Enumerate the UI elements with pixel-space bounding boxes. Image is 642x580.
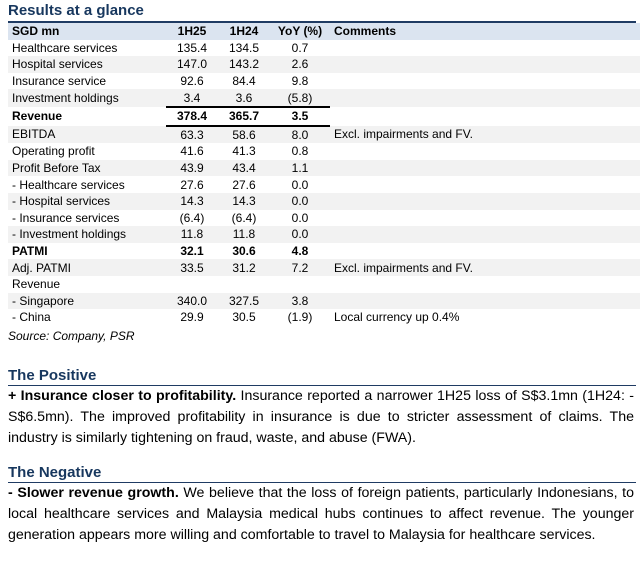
- row-comment: Local currency up 0.4%: [334, 310, 460, 325]
- results-table: [8, 23, 640, 326]
- row-yoy: 0.7: [291, 40, 309, 55]
- row-1h25: 27.6: [180, 177, 204, 192]
- row-comment: [330, 107, 640, 126]
- row-yoy: 3.8: [291, 293, 309, 308]
- row-label: Investment holdings: [12, 91, 119, 106]
- row-1h25: 43.9: [180, 161, 204, 176]
- row-1h25: 340.0: [176, 293, 208, 308]
- row-comment: [330, 56, 640, 73]
- table-row: [8, 193, 640, 210]
- row-label: - Investment holdings: [12, 227, 127, 242]
- row-yoy: 2.6: [291, 57, 309, 72]
- row-label: - Hospital services: [12, 194, 111, 209]
- row-comment: [330, 40, 640, 57]
- row-1h25: 3.4: [183, 90, 201, 105]
- row-label: EBITDA: [12, 127, 56, 142]
- row-1h24: [218, 276, 270, 293]
- row-1h25: 147.0: [176, 57, 208, 72]
- row-label: Hospital services: [12, 57, 103, 72]
- header-yoy: YoY (%): [277, 24, 323, 39]
- row-yoy: 8.0: [291, 127, 309, 142]
- row-label: Healthcare services: [12, 40, 118, 55]
- negative-title: The Negative: [8, 464, 102, 481]
- row-comment: [330, 89, 640, 107]
- row-comment: [330, 193, 640, 210]
- row-1h25: 135.4: [176, 40, 208, 55]
- row-label: Revenue: [12, 277, 61, 292]
- table-row: [8, 210, 640, 227]
- header-1h24: 1H24: [229, 24, 259, 39]
- negative-lead: - Slower revenue growth.: [8, 485, 179, 501]
- results-title: Results at a glance: [8, 2, 144, 19]
- row-label: - Singapore: [12, 293, 75, 308]
- row-1h24: 84.4: [232, 74, 256, 89]
- table-row: [8, 73, 640, 90]
- row-label: Operating profit: [12, 144, 95, 159]
- row-comment: [330, 226, 640, 243]
- row-label: Profit Before Tax: [12, 161, 101, 176]
- row-1h24: 11.8: [232, 227, 256, 242]
- row-1h25: 11.8: [180, 227, 204, 242]
- row-1h24: 365.7: [218, 107, 270, 126]
- row-1h25: 41.6: [180, 144, 204, 159]
- row-1h24: 14.3: [232, 194, 256, 209]
- row-1h24: 58.6: [232, 127, 256, 142]
- row-1h24: 134.5: [228, 40, 260, 55]
- row-yoy: (1.9): [287, 310, 313, 325]
- table-row: [8, 309, 640, 326]
- row-yoy: 9.8: [291, 74, 309, 89]
- negative-paragraph: [8, 483, 634, 546]
- row-1h25: 92.6: [180, 74, 204, 89]
- row-comment: [330, 160, 640, 177]
- source-note: Source: Company, PSR: [8, 329, 135, 343]
- header-1h25: 1H25: [177, 24, 207, 39]
- row-label: - Healthcare services: [12, 177, 125, 192]
- table-row: [8, 176, 640, 193]
- row-yoy: 0.0: [291, 227, 309, 242]
- row-comment: [330, 176, 640, 193]
- row-comment: Excl. impairments and FV.: [334, 260, 473, 275]
- row-1h24: 27.6: [232, 177, 256, 192]
- row-1h25: 29.9: [180, 310, 204, 325]
- header-comments: Comments: [334, 24, 397, 39]
- row-label: PATMI: [12, 244, 48, 259]
- row-1h24: 41.3: [232, 144, 256, 159]
- row-1h25: 32.1: [180, 244, 204, 259]
- table-row: [8, 259, 640, 276]
- positive-body: Insurance reported a narrower 1H25 loss of S$3.1mn (1H24: -S$6.5mn). The improved profitability in insurance is due to stricter assessment of claims. The industry is similarly tightening on fraud, waste, and abuse (FWA).: [8, 388, 634, 446]
- table-row: [8, 160, 640, 177]
- table-row: [8, 89, 640, 107]
- row-1h24: 143.2: [228, 57, 260, 72]
- positive-title: The Positive: [8, 367, 97, 384]
- positive-paragraph: [8, 386, 634, 449]
- row-1h25: 378.4: [166, 107, 218, 126]
- table-row: [8, 56, 640, 73]
- table-row: [8, 126, 640, 144]
- row-label: Adj. PATMI: [12, 260, 71, 275]
- row-1h25: 33.5: [180, 260, 204, 275]
- table-row: [8, 226, 640, 243]
- row-yoy: 0.8: [291, 144, 309, 159]
- row-yoy: 0.0: [291, 177, 309, 192]
- row-1h24: 30.6: [232, 244, 256, 259]
- row-yoy: 7.2: [291, 260, 309, 275]
- row-1h24: 31.2: [232, 260, 256, 275]
- row-yoy: 0.0: [291, 194, 309, 209]
- row-comment: Excl. impairments and FV.: [334, 127, 473, 142]
- row-label: - China: [12, 310, 51, 325]
- row-yoy: (5.8): [287, 90, 313, 105]
- table-row: [8, 40, 640, 57]
- table-row-revenue: [8, 107, 640, 126]
- row-1h25: 63.3: [180, 127, 204, 142]
- row-comment: [330, 243, 640, 260]
- table-row: [8, 143, 640, 160]
- row-comment: [330, 293, 640, 310]
- row-yoy: 3.5: [270, 107, 330, 126]
- row-1h24: 3.6: [235, 90, 253, 105]
- row-comment: [330, 276, 640, 293]
- row-yoy: 1.1: [291, 161, 309, 176]
- row-yoy: 0.0: [291, 210, 309, 225]
- row-comment: [330, 73, 640, 90]
- row-1h25: (6.4): [179, 210, 205, 225]
- table-row: [8, 276, 640, 293]
- table-header-row: [8, 23, 640, 40]
- negative-body: We believe that the loss of foreign patients, particularly Indonesians, to local healthcare services and Malaysia medical hubs continues to affect revenue. The younger generation appears more willing and comfortable to travel to Malaysia for healthcare services.: [8, 485, 634, 543]
- row-1h25: [166, 276, 218, 293]
- positive-lead: + Insurance closer to profitability.: [8, 388, 237, 404]
- header-sgd-mn: SGD mn: [12, 24, 60, 39]
- row-label: - Insurance services: [12, 210, 120, 225]
- row-1h25: 14.3: [180, 194, 204, 209]
- row-1h24: 327.5: [228, 293, 260, 308]
- row-1h24: 43.4: [232, 161, 256, 176]
- table-row: [8, 293, 640, 310]
- table-row-patmi: [8, 243, 640, 260]
- row-comment: [330, 210, 640, 227]
- row-label: Insurance service: [12, 74, 107, 89]
- row-1h24: (6.4): [231, 210, 257, 225]
- row-yoy: [270, 276, 330, 293]
- row-1h24: 30.5: [232, 310, 256, 325]
- row-label: Revenue: [12, 109, 63, 124]
- row-comment: [330, 143, 640, 160]
- row-yoy: 4.8: [291, 244, 309, 259]
